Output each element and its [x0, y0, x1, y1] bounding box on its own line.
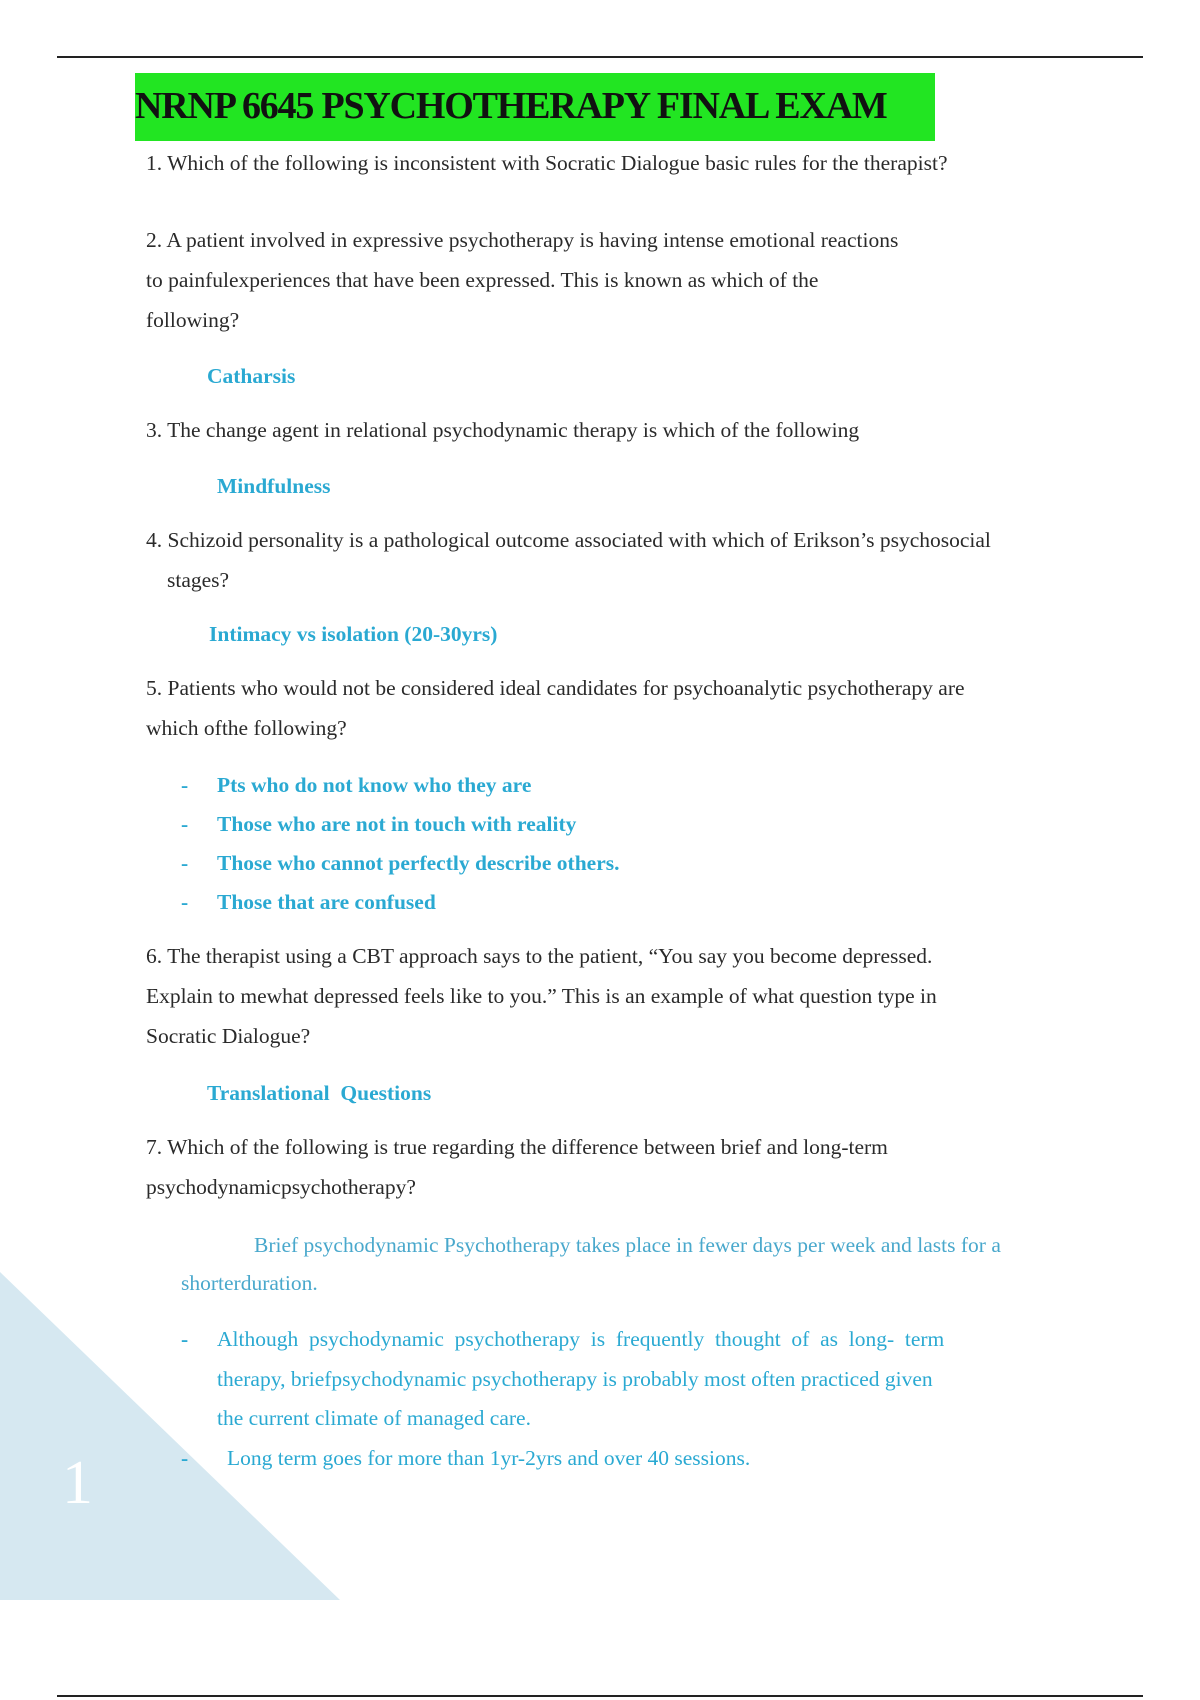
- answer-6: Translational Questions: [207, 1081, 432, 1105]
- question-3: [146, 410, 859, 450]
- list-item: - Although psychodynamic psychotherapy is frequently thought of as long- term therapy, briefpsychodynamic psychotherapy is probably most often practiced given the current climate of managed care.: [181, 1320, 944, 1439]
- answer-7-paragraph-line-1: Brief psychodynamic Psychotherapy takes place in fewer days per week and lasts for a: [254, 1233, 1001, 1257]
- list-item: - Pts who do not know who they are: [181, 766, 619, 805]
- question-4-line-2: stages?: [167, 568, 230, 592]
- answer-4: Intimacy vs isolation (20-30yrs): [209, 622, 498, 646]
- answer-5-list: [181, 766, 619, 922]
- question-6: [146, 936, 937, 1056]
- bullet-dash: -: [181, 1445, 189, 1470]
- bullet-dash: -: [181, 851, 189, 875]
- question-6-line-2: Explain to mewhat depressed feels like to you.” This is an example of what question type in: [146, 984, 937, 1008]
- question-2-line-3: following?: [146, 308, 240, 332]
- question-1: [146, 143, 947, 183]
- answer-7-paragraph-line-2: shorterduration.: [181, 1271, 318, 1295]
- top-rule: [57, 56, 1143, 58]
- document-title: NRNP 6645 PSYCHOTHERAPY FINAL EXAM: [135, 85, 887, 127]
- question-4-line-1: 4. Schizoid personality is a pathological outcome associated with which of Erikson’s psychosocial: [146, 528, 991, 552]
- list-item: - Those who cannot perfectly describe others.: [181, 844, 619, 883]
- answer-7-list: [181, 1320, 944, 1478]
- question-5: [146, 668, 965, 748]
- question-7-line-2: psychodynamicpsychotherapy?: [146, 1175, 416, 1199]
- question-2: [146, 220, 898, 340]
- answer-3: Mindfulness: [217, 474, 331, 498]
- question-4: [146, 520, 991, 600]
- list-item: - Long term goes for more than 1yr-2yrs and over 40 sessions.: [181, 1439, 944, 1479]
- bullet-dash: -: [181, 1327, 189, 1351]
- question-2-line-1: 2. A patient involved in expressive psychotherapy is having intense emotional reactions: [146, 228, 899, 252]
- bullet-dash: -: [181, 890, 189, 914]
- question-5-line-2: which ofthe following?: [146, 716, 347, 740]
- question-1-line-1: 1. Which of the following is inconsistent with Socratic Dialogue basic rules for the therapist?: [146, 151, 948, 175]
- question-3-line-1: 3. The change agent in relational psychodynamic therapy is which of the following: [146, 418, 860, 442]
- bottom-rule: [57, 1695, 1143, 1697]
- question-6-line-3: Socratic Dialogue?: [146, 1024, 311, 1048]
- bullet-dash: -: [181, 773, 189, 797]
- question-2-line-2: to painfulexperiences that have been expressed. This is known as which of the: [146, 268, 819, 292]
- list-item: - Those who are not in touch with reality: [181, 805, 619, 844]
- question-5-line-1: 5. Patients who would not be considered ideal candidates for psychoanalytic psychotherapy are: [146, 676, 965, 700]
- answer-7-paragraph: [181, 1226, 1001, 1302]
- list-item: - Those that are confused: [181, 883, 619, 922]
- answer-2: Catharsis: [207, 364, 296, 388]
- question-7: [146, 1127, 888, 1207]
- page-number: 1: [62, 1449, 93, 1517]
- question-6-line-1: 6. The therapist using a CBT approach says to the patient, “You say you become depressed.: [146, 944, 933, 968]
- question-7-line-1: 7. Which of the following is true regarding the difference between brief and long-term: [146, 1135, 888, 1159]
- bullet-dash: -: [181, 812, 189, 836]
